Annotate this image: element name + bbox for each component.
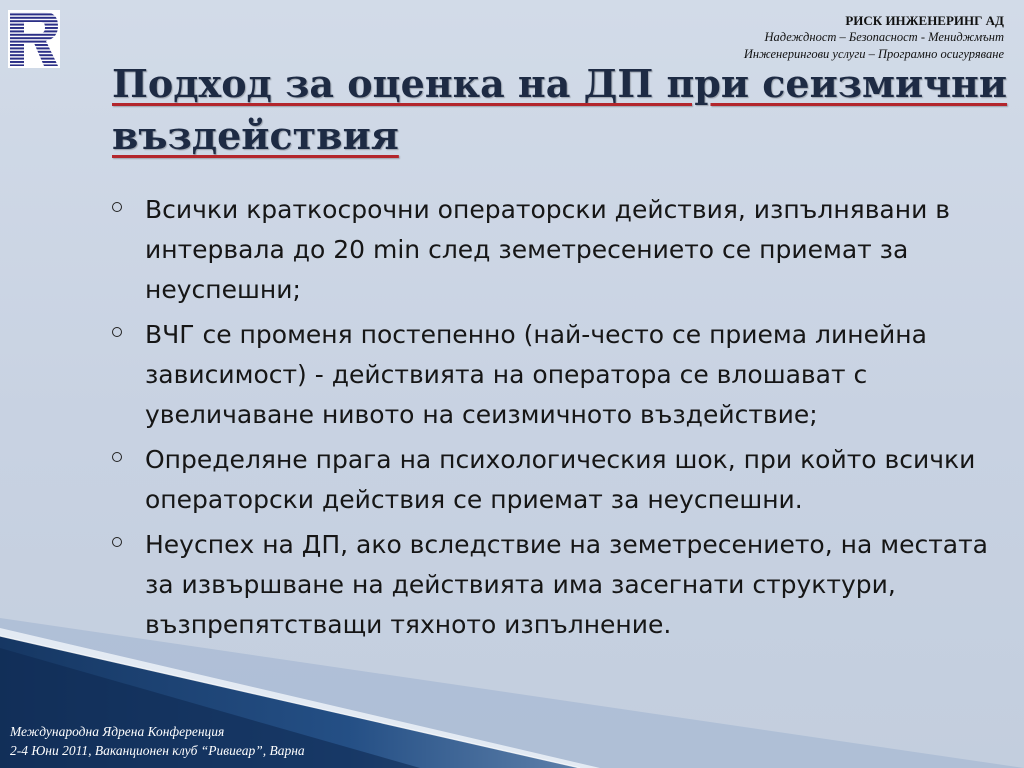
company-header xyxy=(744,12,1004,63)
footer-conference-info xyxy=(10,722,305,760)
circle-bullet-icon xyxy=(112,452,122,462)
company-tagline-1: Надеждност – Безопасност - Мениджмънт xyxy=(764,30,1004,44)
circle-bullet-icon xyxy=(112,202,122,212)
bullet-text: ВЧГ се променя постепенно (най-често се приема линейна зависимост) - действията на оператора се влошават с увеличаване нивото на сеизмичното въздействие; xyxy=(145,320,927,429)
company-tagline-2: Инженерингови услуги – Програмно осигуряване xyxy=(743,47,1004,61)
bullet-item xyxy=(112,315,1017,435)
slide-title xyxy=(112,58,1012,162)
bullet-text: Всички краткосрочни операторски действия, изпълнявани в интервала до 20 min след земетресението се приемат за неуспешни; xyxy=(145,195,951,304)
slide-title-text: Подход за оценка на ДП при сеизмични въздействия xyxy=(112,61,1008,158)
bullet-list xyxy=(112,190,1017,650)
bullet-item xyxy=(112,190,1017,310)
bullet-text: Неуспех на ДП, ако вследствие на земетресението, на местата за извършване на действията има засегнати структури, възпрепятстващи тяхното изпълнение. xyxy=(145,530,988,639)
circle-bullet-icon xyxy=(112,327,122,337)
circle-bullet-icon xyxy=(112,537,122,547)
bullet-text: Определяне прага на психологическия шок, при който всички операторски действия се приемат за неуспешни. xyxy=(145,445,976,514)
footer-conference-date-venue: 2-4 Юни 2011, Ваканционен клуб “Ривиеар”, Варна xyxy=(10,743,305,758)
bullet-item xyxy=(112,440,1017,520)
company-logo xyxy=(8,10,60,68)
company-name: РИСК ИНЖЕНЕРИНГ АД xyxy=(845,13,1004,28)
footer-conference-name: Международна Ядрена Конференция xyxy=(10,724,225,739)
